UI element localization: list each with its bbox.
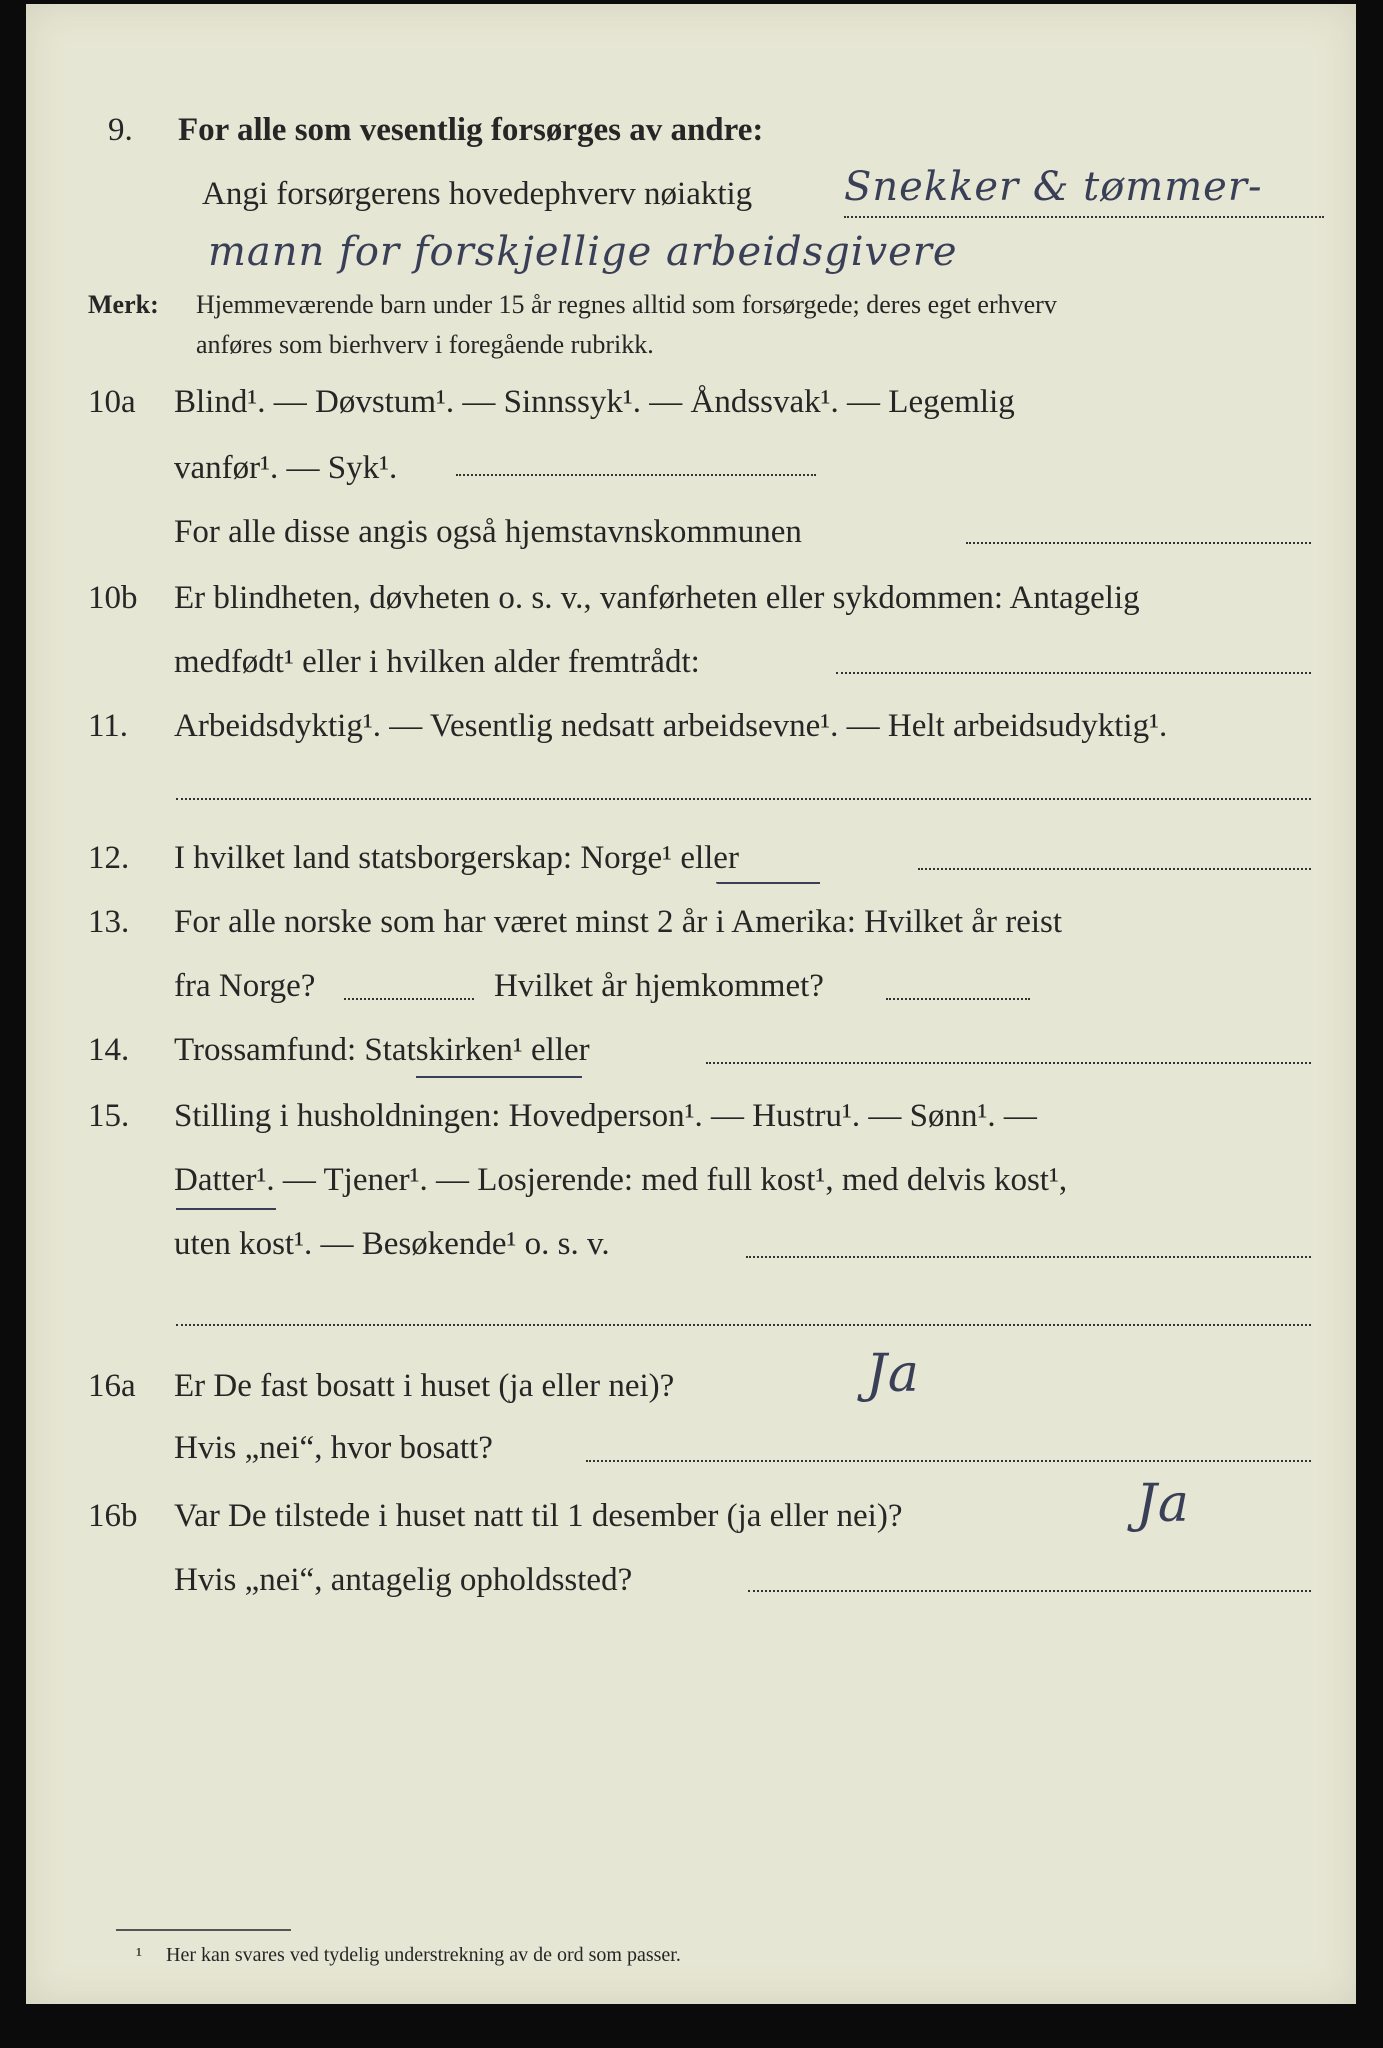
q10a-line1: Blind¹. — Døvstum¹. — Sinnssyk¹. — Åndssvak¹. — Legemlig	[174, 384, 1015, 420]
q13-line2b: Hvilket år hjemkommet?	[494, 968, 824, 1004]
q9-answer-line1-rule	[844, 216, 1324, 218]
q12-line1: I hvilket land statsborgerskap: Norge¹ eller	[174, 840, 739, 876]
q16a-number: 16a	[88, 1368, 136, 1404]
q11-line1: Arbeidsdyktig¹. — Vesentlig nedsatt arbeidsevne¹. — Helt arbeidsudyktig¹.	[174, 708, 1168, 744]
q13-hjemkommet-rule	[886, 998, 1030, 1000]
merk-line1: Hjemmeværende barn under 15 år regnes alltid som forsørgede; deres eget erhverv	[196, 290, 1057, 319]
q13-number: 13.	[88, 904, 130, 940]
q11-answer-rule	[176, 798, 1311, 800]
merk-label: Merk:	[88, 290, 159, 319]
q10a-hjemstavn-rule	[966, 542, 1311, 544]
q10a-number: 10a	[88, 384, 136, 420]
q9-answer-line2: mann for forskjellige arbeidsgivere	[208, 229, 958, 275]
q14-number: 14.	[88, 1032, 130, 1068]
q10b-line1: Er blindheten, døvheten o. s. v., vanførheten eller sykdommen: Antagelig	[174, 580, 1140, 616]
q16b-opholdssted-rule	[748, 1590, 1311, 1592]
q12-eller-rule	[918, 868, 1311, 870]
q15-line3: uten kost¹. — Besøkende¹ o. s. v.	[174, 1226, 610, 1262]
q13-line1: For alle norske som har været minst 2 år i Amerika: Hvilket år reist	[174, 904, 1063, 940]
q10b-line2: medfødt¹ eller i hvilken alder fremtrådt:	[174, 644, 700, 680]
q16b-answer: Ja	[1136, 1474, 1190, 1534]
q9-title: For alle som vesentlig forsørges av andre:	[178, 112, 764, 148]
q15-line2: Datter¹. — Tjener¹. — Losjerende: med full kost¹, med delvis kost¹,	[174, 1162, 1068, 1198]
q14-line1: Trossamfund: Statskirken¹ eller	[174, 1032, 590, 1068]
q14-eller-rule	[706, 1062, 1311, 1064]
q9-number: 9.	[108, 112, 133, 148]
q13-line2a: fra Norge?	[174, 968, 316, 1004]
census-form-page	[26, 4, 1356, 2004]
merk-line2: anføres som bierhverv i foregående rubrikk.	[196, 330, 654, 359]
q10a-line3: For alle disse angis også hjemstavnskommunen	[174, 514, 802, 550]
q10b-number: 10b	[88, 580, 138, 616]
q10a-syk-rule	[456, 474, 816, 476]
q13-reist-rule	[344, 998, 474, 1000]
q11-number: 11.	[88, 708, 129, 744]
q15-line1: Stilling i husholdningen: Hovedperson¹. — Hustru¹. — Sønn¹. —	[174, 1098, 1037, 1134]
q15-datter-underline	[176, 1208, 276, 1210]
footnote-text: Her kan svares ved tydelig understrekning av de ord som passer.	[166, 1944, 681, 1966]
q12-norge-underline	[716, 882, 820, 884]
q10a-line2: vanfør¹. — Syk¹.	[174, 450, 398, 486]
q16b-line1: Var De tilstede i huset natt til 1 desember (ja eller nei)?	[174, 1498, 903, 1534]
footnote-marker: ¹	[136, 1944, 142, 1966]
q9-prompt: Angi forsørgerens hovedерhverv nøiaktig	[202, 176, 753, 212]
q16a-line2: Hvis „nei“, hvor bosatt?	[174, 1430, 493, 1466]
q9-answer-line1: Snekker & tømmer-	[844, 164, 1263, 210]
q16b-number: 16b	[88, 1498, 138, 1534]
q14-statskirken-underline	[416, 1076, 582, 1078]
q16a-answer: Ja	[866, 1344, 920, 1404]
q15-answer-rule	[176, 1324, 1311, 1326]
q16a-line1: Er De fast bosatt i huset (ja eller nei)?	[174, 1368, 675, 1404]
footnote-divider	[116, 1929, 291, 1931]
q16b-line2: Hvis „nei“, antagelig opholdssted?	[174, 1562, 633, 1598]
q15-number: 15.	[88, 1098, 130, 1134]
q10b-alder-rule	[836, 672, 1311, 674]
q16a-bosatt-rule	[586, 1460, 1311, 1462]
q15-besokende-rule	[746, 1256, 1311, 1258]
q12-number: 12.	[88, 840, 130, 876]
